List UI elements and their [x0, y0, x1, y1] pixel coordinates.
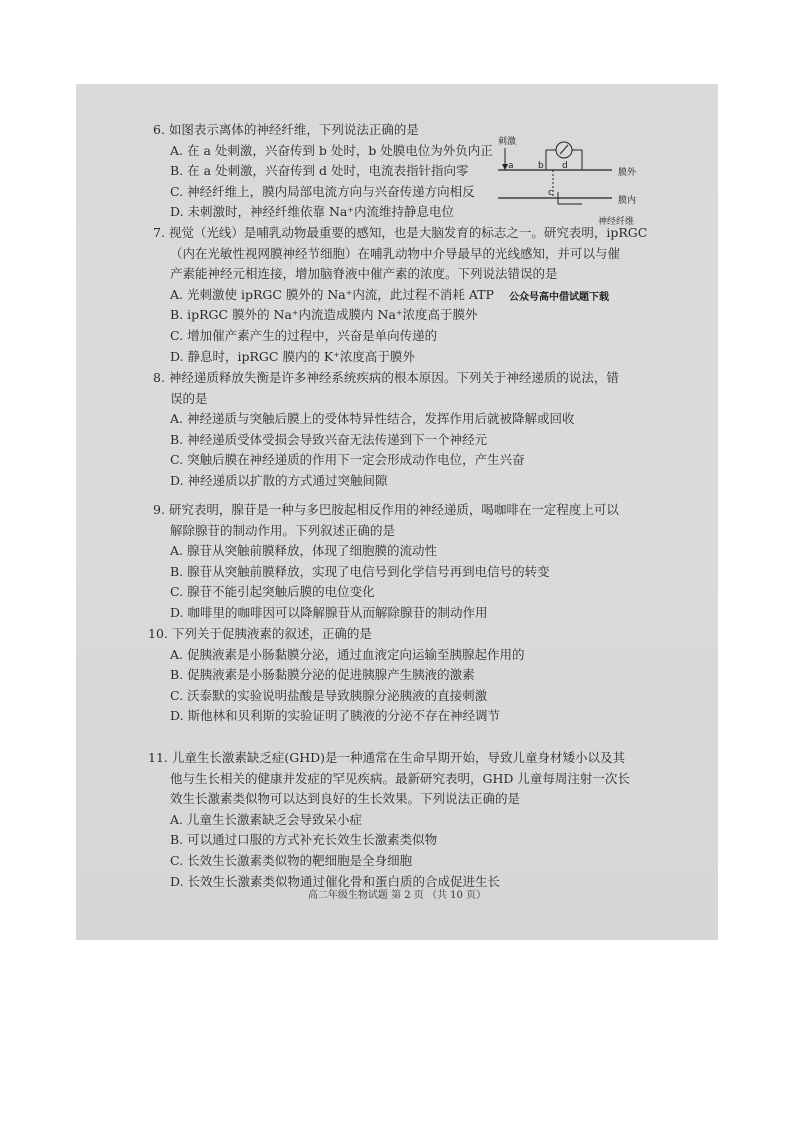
- point-c-label: c: [548, 188, 553, 198]
- question-10-option-b: B. 促胰液素是小肠黏膜分泌的促进胰腺产生胰液的激素: [170, 667, 475, 683]
- question-8-option-d: D. 神经递质以扩散的方式通过突触间隙: [170, 472, 388, 488]
- question-9-option-b: B. 腺苷从突触前膜释放，实现了电信号到化学信号再到电信号的转变: [170, 563, 550, 579]
- question-9-stem-line-2: 解除腺苷的制动作用。下列叙述正确的是: [170, 522, 396, 538]
- outside-membrane-label: 膜外: [618, 168, 637, 178]
- question-8-stem-line-2: 误的是: [170, 390, 208, 406]
- exam-page: [76, 84, 718, 940]
- page-footer: 高二年级生物试题 第 2 页 （共 10 页）: [307, 890, 487, 901]
- question-7-option-d: D. 静息时，ipRGC 膜内的 K⁺浓度高于膜外: [170, 348, 415, 364]
- question-7-stem-line-3: 产素能神经元相连接，增加脑脊液中催产素的浓度。下列说法错误的是: [170, 266, 558, 282]
- question-7-stem-line-1: 7. 视觉（光线）是哺乳动物最重要的感知，也是大脑发育的标志之一。研究表明，ipRGC: [153, 225, 648, 240]
- question-9: [153, 500, 619, 624]
- point-d-label: d: [562, 161, 568, 171]
- question-10-stem: 10. 下列关于促胰液素的叙述，正确的是: [148, 626, 372, 641]
- question-6-stem: 6. 如图表示离体的神经纤维，下列说法正确的是: [153, 122, 419, 137]
- question-6-option-a: A. 在 a 处刺激，兴奋传到 b 处时，b 处膜电位为外负内正: [170, 142, 493, 158]
- nerve-fiber-diagram: [498, 130, 648, 230]
- question-9-option-d: D. 咖啡里的咖啡因可以降解腺苷从而解除腺苷的制动作用: [170, 604, 488, 620]
- question-10-option-d: D. 斯他林和贝利斯的实验证明了胰液的分泌不存在神经调节: [170, 708, 501, 724]
- inside-membrane-label: 膜内: [618, 196, 637, 206]
- question-11-stem-line-2: 他与生长相关的健康并发症的罕见疾病。最新研究表明，GHD 儿童每周注射一次长: [170, 770, 630, 786]
- question-8-option-a: A. 神经递质与突触后膜上的受体特异性结合，发挥作用后就被降解或回收: [170, 411, 575, 427]
- nerve-fiber-label: 神经纤维: [598, 217, 635, 227]
- question-7-option-c: C. 增加催产素产生的过程中，兴奋是单向传递的: [170, 327, 438, 343]
- question-10-option-a: A. 促胰液素是小肠黏膜分泌，通过血液定向运输至胰腺起作用的: [170, 646, 525, 662]
- question-9-option-a: A. 腺苷从突触前膜释放，体现了细胞膜的流动性: [170, 543, 437, 559]
- watermark-text: 公众号高中借试题下载: [509, 292, 609, 303]
- question-11-option-a: A. 儿童生长激素缺乏会导致呆小症: [170, 811, 362, 827]
- question-8: [153, 368, 619, 492]
- point-a-label: a: [508, 161, 514, 171]
- question-11-option-c: C. 长效生长激素类似物的靶细胞是全身细胞: [170, 852, 413, 868]
- stimulus-label: 刺激: [498, 137, 517, 147]
- question-7-stem-line-2: （内在光敏性视网膜神经节细胞）在哺乳动物中介导最早的光线感知，并可以与催: [170, 245, 621, 261]
- question-6-option-b: B. 在 a 处刺激，兴奋传到 d 处时，电流表指针指向零: [170, 163, 469, 179]
- question-9-option-c: C. 腺苷不能引起突触后膜的电位变化: [170, 584, 375, 600]
- question-10-option-c: C. 沃泰默的实验说明盐酸是导致胰腺分泌胰液的直接刺激: [170, 687, 488, 703]
- question-11-stem-line-3: 效生长激素类似物可以达到良好的生长效果。下列说法正确的是: [170, 791, 521, 807]
- question-6-option-c: C. 神经纤维上，膜内局部电流方向与兴奋传递方向相反: [170, 183, 475, 199]
- question-11-option-d: D. 长效生长激素类似物通过催化骨和蛋白质的合成促进生长: [170, 873, 501, 889]
- question-9-stem-line-1: 9. 研究表明，腺苷是一种与多巴胺起相反作用的神经递质，喝咖啡在一定程度上可以: [153, 502, 619, 517]
- question-8-stem-line-1: 8. 神经递质释放失衡是许多神经系统疾病的根本原因。下列关于神经递质的说法，错: [153, 370, 619, 385]
- point-b-label: b: [538, 161, 544, 171]
- question-8-option-b: B. 神经递质受体受损会导致兴奋无法传递到下一个神经元: [170, 431, 488, 447]
- question-6: [153, 120, 493, 223]
- question-10: [148, 624, 524, 727]
- question-6-option-d: D. 未刺激时，神经纤维依靠 Na⁺内流维持静息电位: [170, 204, 454, 220]
- question-11-stem-line-1: 11. 儿童生长激素缺乏症(GHD)是一种通常在生命早期开始，导致儿童身材矮小以及其: [148, 750, 626, 765]
- question-8-option-c: C. 突触后膜在神经递质的作用下一定会形成动作电位，产生兴奋: [170, 452, 525, 468]
- question-7-option-b: B. ipRGC 膜外的 Na⁺内流造成膜内 Na⁺浓度高于膜外: [170, 307, 478, 323]
- question-11-option-b: B. 可以通过口服的方式补充长效生长激素类似物: [170, 832, 438, 848]
- question-11: [148, 748, 630, 892]
- question-7-option-a: A. 光刺激使 ipRGC 膜外的 Na⁺内流，此过程不消耗 ATP: [170, 286, 494, 302]
